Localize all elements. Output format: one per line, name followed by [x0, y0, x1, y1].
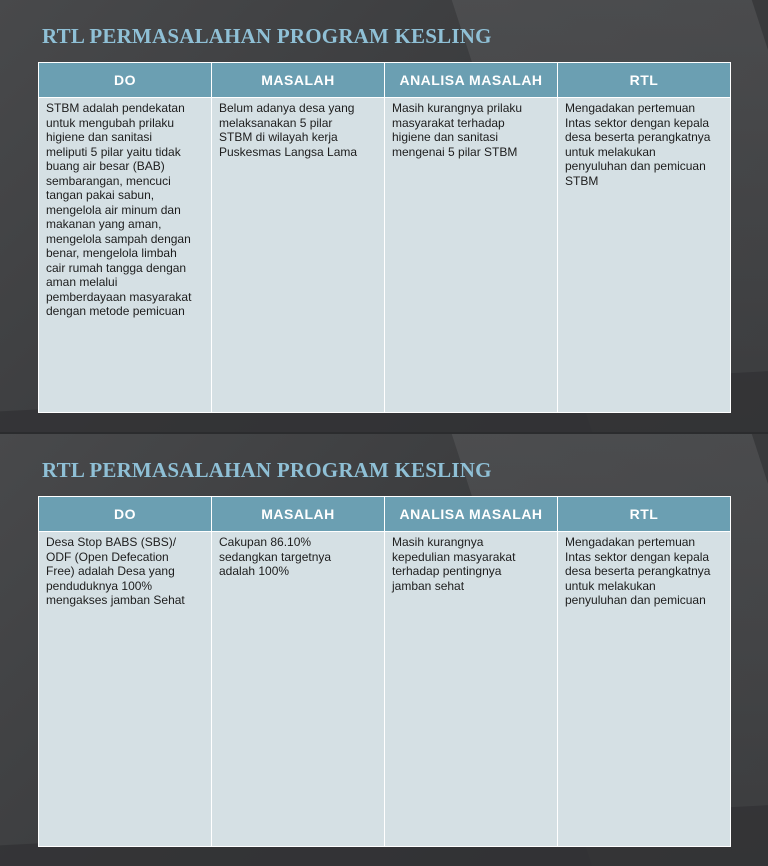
cell-rtl — [558, 532, 731, 847]
header-masalah: MASALAH — [212, 497, 385, 532]
header-rtl: RTL — [558, 63, 731, 98]
cell-text: Mengadakan pertemuan Intas sektor dengan kepala desa beserta perangkatnya untuk melakukan penyuluhan dan pemicuan STBM — [565, 101, 711, 188]
cell-text: Belum adanya desa yang melaksanakan 5 pilar STBM di wilayah kerja Puskesmas Langsa Lama — [219, 101, 358, 159]
rtl-table — [38, 62, 731, 413]
cell-analisa-masalah — [385, 532, 558, 847]
cell-text: Masih kurangnya kepedulian masyarakat terhadap pentingnya jamban sehat — [392, 535, 516, 593]
table-row — [39, 98, 731, 413]
header-masalah: MASALAH — [212, 63, 385, 98]
header-analisa-masalah: ANALISA MASALAH — [385, 63, 558, 98]
cell-text: Masih kurangnya prilaku masyarakat terhadap higiene dan sanitasi mengenai 5 pilar STBM — [392, 101, 523, 159]
cell-rtl — [558, 98, 731, 413]
cell-masalah — [212, 98, 385, 413]
cell-do — [39, 532, 212, 847]
cell-text: Cakupan 86.10% sedangkan targetnya adalah 100% — [219, 535, 332, 578]
slide-1 — [0, 0, 768, 432]
cell-text: Desa Stop BABS (SBS)/ ODF (Open Defecation Free) adalah Desa yang penduduknya 100% mengakses jamban Sehat — [46, 535, 185, 607]
slide-title: RTL PERMASALAHAN PROGRAM KESLING — [42, 458, 492, 482]
cell-masalah — [212, 532, 385, 847]
slide-2 — [0, 434, 768, 866]
cell-text: Mengadakan pertemuan Intas sektor dengan kepala desa beserta perangkatnya untuk melakukan penyuluhan dan pemicuan — [565, 535, 711, 607]
slide-title: RTL PERMASALAHAN PROGRAM KESLING — [42, 24, 492, 48]
cell-analisa-masalah — [385, 98, 558, 413]
rtl-table — [38, 496, 731, 847]
table-header-row — [39, 497, 731, 532]
cell-do — [39, 98, 212, 413]
header-rtl: RTL — [558, 497, 731, 532]
header-do: DO — [39, 497, 212, 532]
cell-text: STBM adalah pendekatan untuk mengubah prilaku higiene dan sanitasi meliputi 5 pilar yaitu tidak buang air besar (BAB) sembarangan, mencuci tangan pakai sabun, mengelola air minum dan makanan yang aman, mengelola sampah dengan benar, mengelola limbah cair rumah tangga dengan aman melalui pemberdayaan masyarakat dengan metode pemicuan — [46, 101, 192, 318]
table-header-row — [39, 63, 731, 98]
header-do: DO — [39, 63, 212, 98]
table-row — [39, 532, 731, 847]
header-analisa-masalah: ANALISA MASALAH — [385, 497, 558, 532]
